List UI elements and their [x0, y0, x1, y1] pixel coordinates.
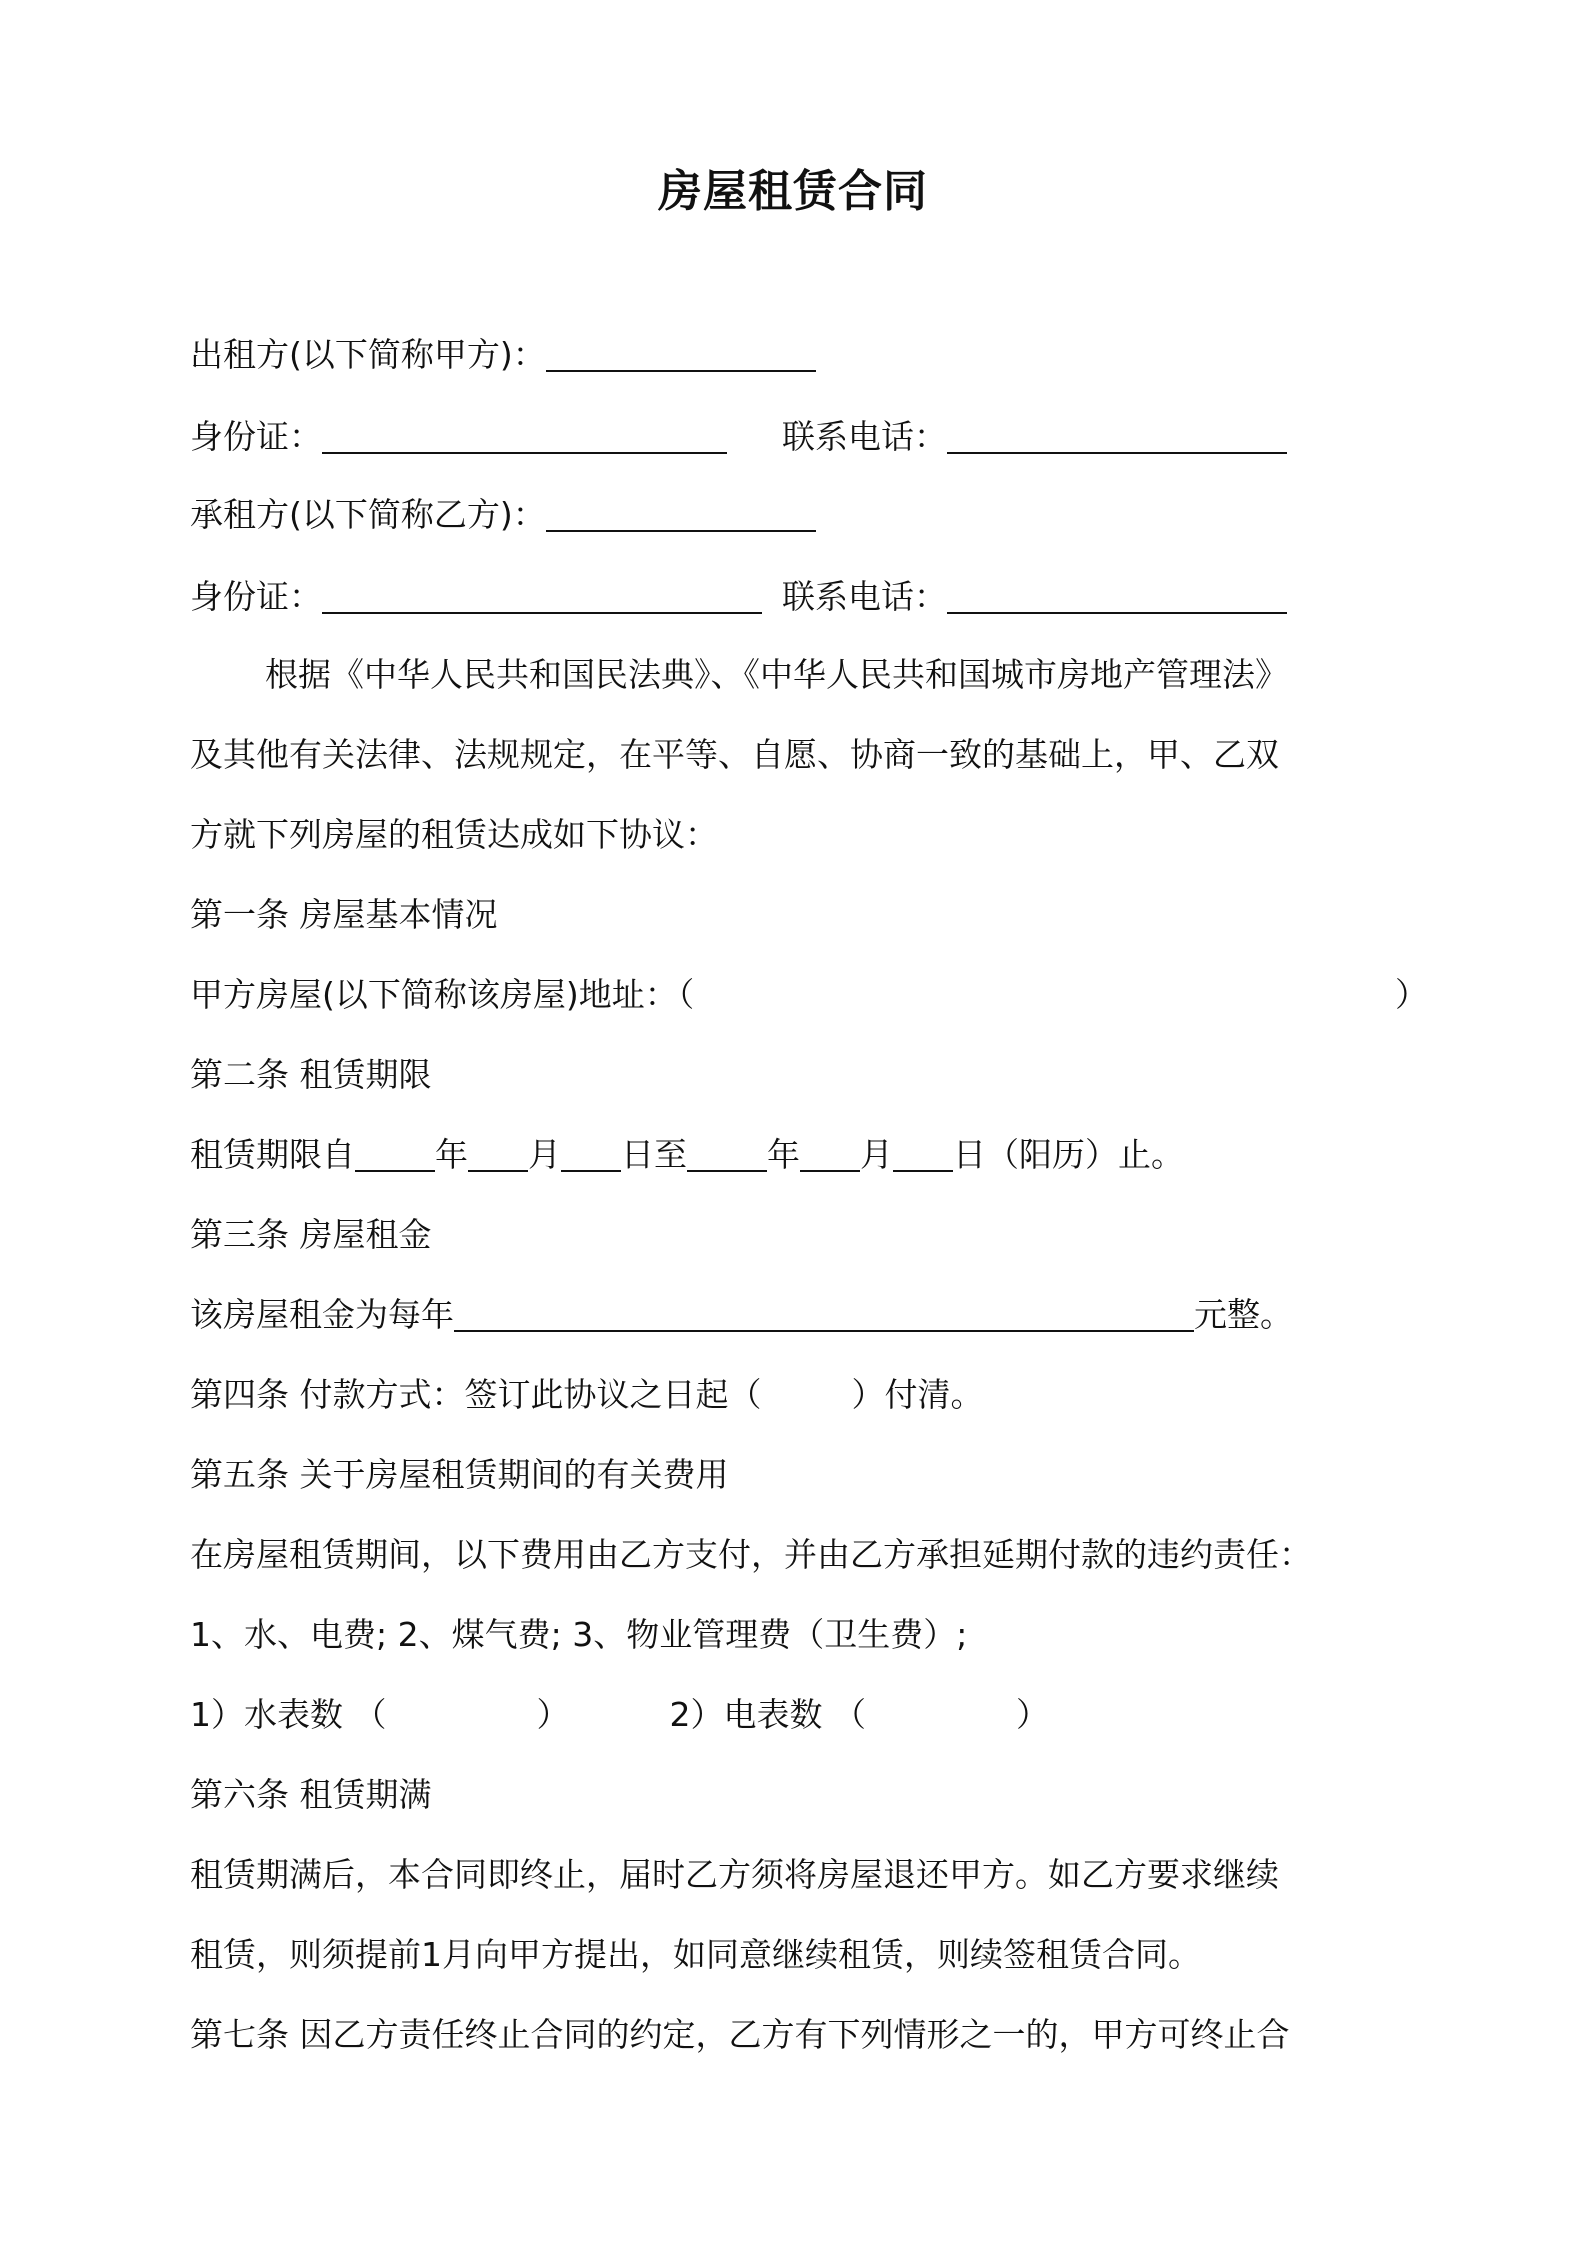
electric-meter-close: ）: [1016, 1695, 1049, 1734]
party-a-phone-label: 联系电话：: [782, 417, 947, 456]
party-a-label: 出租方(以下简称甲方)：: [190, 335, 546, 374]
article-3-heading: 第三条 房屋租金: [190, 1215, 432, 1254]
start-day-blank[interactable]: [561, 1140, 621, 1172]
party-b-contact-line: [190, 575, 1430, 619]
meter-line: [190, 1693, 1430, 1737]
end-year-blank[interactable]: [687, 1140, 767, 1172]
document-title: 房屋租赁合同: [658, 166, 928, 217]
rent-suffix: 元整。: [1194, 1295, 1293, 1334]
start-month-blank[interactable]: [468, 1140, 528, 1172]
address-label: 甲方房屋(以下简称该房屋)地址：（: [190, 975, 695, 1014]
party-a-id-blank[interactable]: [322, 422, 727, 454]
rent-amount-blank[interactable]: [454, 1300, 1194, 1332]
party-b-line: [190, 493, 1430, 537]
party-a-phone-blank[interactable]: [947, 422, 1287, 454]
party-a-blank[interactable]: [546, 340, 816, 372]
end-month-label: 月: [860, 1135, 893, 1174]
fees-text: 在房屋租赁期间，以下费用由乙方支付，并由乙方承担延期付款的违约责任：: [190, 1535, 1312, 1574]
end-year-label: 年: [767, 1135, 800, 1174]
party-a-id-label: 身份证：: [190, 417, 322, 456]
intro-line-3: 方就下列房屋的租赁达成如下协议：: [190, 815, 718, 854]
party-a-line: [190, 333, 1430, 377]
start-month-label: 月: [528, 1135, 561, 1174]
rent-line: [190, 1293, 1430, 1337]
fees-items: 1、水、电费; 2、煤气费; 3、物业管理费（卫生费）;: [190, 1615, 968, 1654]
party-b-blank[interactable]: [546, 500, 816, 532]
party-b-id-blank[interactable]: [322, 582, 762, 614]
article-4-line: [190, 1373, 1430, 1417]
party-b-label: 承租方(以下简称乙方)：: [190, 495, 546, 534]
payment-text-before: 第四条 付款方式：签订此协议之日起（: [190, 1375, 762, 1414]
payment-text-after: ）付清。: [851, 1375, 984, 1414]
water-meter-close: ）: [536, 1695, 570, 1734]
start-day-to-label: 日至: [621, 1135, 687, 1174]
end-month-blank[interactable]: [800, 1140, 860, 1172]
party-a-contact-line: [190, 415, 1430, 459]
intro-line-2: 及其他有关法律、法规规定，在平等、自愿、协商一致的基础上，甲、乙双: [190, 735, 1279, 774]
start-year-blank[interactable]: [355, 1140, 435, 1172]
address-close-paren: ）: [1395, 975, 1428, 1014]
article-2-heading: 第二条 租赁期限: [190, 1055, 432, 1094]
article-1-address-line: [190, 973, 1430, 1017]
end-day-label: 日（阳历）止。: [953, 1135, 1184, 1174]
lease-term-line: [190, 1133, 1430, 1177]
start-year-label: 年: [435, 1135, 468, 1174]
end-day-blank[interactable]: [893, 1140, 953, 1172]
article-7-line: 第七条 因乙方责任终止合同的约定，乙方有下列情形之一的，甲方可终止合: [190, 2015, 1290, 2054]
rent-prefix: 该房屋租金为每年: [190, 1295, 454, 1334]
party-b-id-label: 身份证：: [190, 577, 322, 616]
article-6-line-1: 租赁期满后，本合同即终止，届时乙方须将房屋退还甲方。如乙方要求继续: [190, 1855, 1279, 1894]
article-5-heading: 第五条 关于房屋租赁期间的有关费用: [190, 1455, 729, 1494]
party-b-phone-label: 联系电话：: [782, 577, 947, 616]
electric-meter-label: 2）电表数 （: [669, 1695, 866, 1734]
article-1-heading: 第一条 房屋基本情况: [190, 895, 498, 934]
lease-term-prefix: 租赁期限自: [190, 1135, 355, 1174]
party-b-phone-blank[interactable]: [947, 582, 1287, 614]
intro-line-1: 根据《中华人民共和国民法典》、《中华人民共和国城市房地产管理法》: [265, 655, 1288, 694]
article-6-line-2: 租赁，则须提前1月向甲方提出，如同意继续租赁，则续签租赁合同。: [190, 1935, 1201, 1974]
article-6-heading: 第六条 租赁期满: [190, 1775, 432, 1814]
water-meter-label: 1）水表数 （: [190, 1695, 387, 1734]
